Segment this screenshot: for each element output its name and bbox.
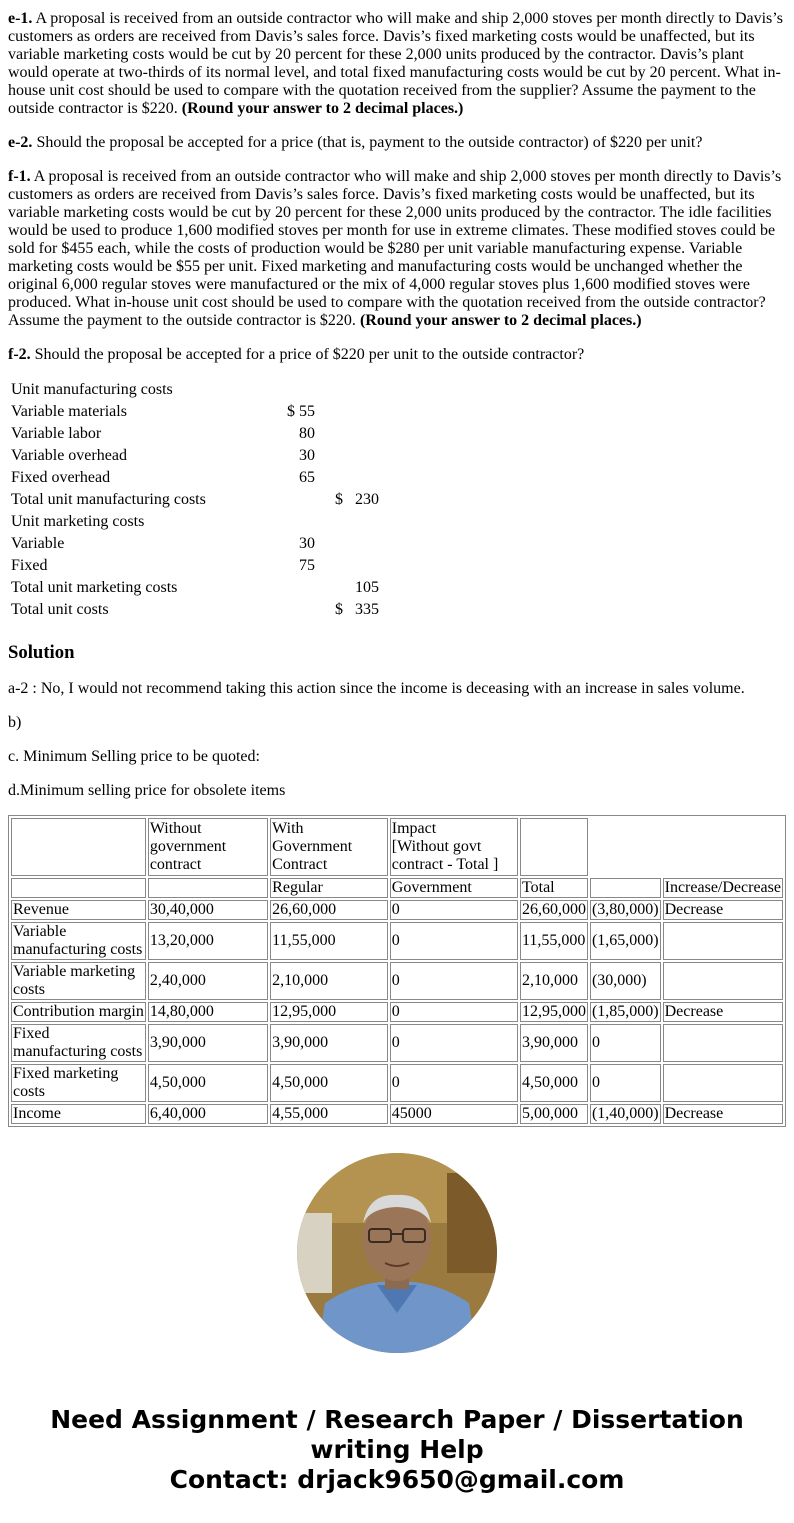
row-label: Variable manufacturing costs: [11, 922, 146, 960]
cell-value: [663, 1024, 783, 1062]
cell-value: 12,95,000: [270, 1002, 388, 1022]
cost-total: [318, 468, 380, 488]
row-label: Variable marketing costs: [11, 962, 146, 1000]
banner-line: writing Help: [310, 1435, 484, 1464]
subheader-cell: Government: [390, 878, 518, 898]
cost-total: [318, 446, 380, 466]
subheader-cell: Total: [520, 878, 588, 898]
header-cell: [520, 818, 588, 876]
header-cell: Impact [Without govt contract - Total ]: [390, 818, 518, 876]
cost-label: Variable labor: [11, 425, 102, 442]
comparison-table: [8, 815, 786, 1127]
cell-value: 0: [390, 1064, 518, 1102]
subheader-cell: [148, 878, 268, 898]
table-row: [11, 1104, 783, 1124]
question-f1: [8, 168, 786, 330]
cost-amount: 30: [299, 535, 315, 552]
cell-value: 3,90,000: [148, 1024, 268, 1062]
cell-value: 4,50,000: [520, 1064, 588, 1102]
solution-heading: Solution: [8, 642, 75, 663]
table-row: [11, 1024, 783, 1062]
cost-amount: [284, 600, 316, 620]
cost-amount: 30: [299, 447, 315, 464]
question-e1: [8, 10, 786, 118]
cell-value: [663, 922, 783, 960]
row-label: Revenue: [11, 900, 146, 920]
question-text: A proposal is received from an outside contractor who will make and ship 2,000 stoves per month directly to Davis’s customers as orders are received from Davis’s sales force. Davis’s fixed marketing costs would be unaffected, but its variable marketing costs would be cut by 20 percent for these 2,000 units produced by the contractor. The idle facilities would be used to produce 1,600 modified stoves per month for use in extreme climates. These modified stoves could be sold for $455 each, while the costs of production would be $280 per unit variable manufacturing expense. Variable marketing costs would be $55 per unit. Fixed marketing and manufacturing costs would be unchanged whether the original 6,000 regular stoves were manufactured or the mix of 4,000 regular stoves plus 1,600 modified stoves were produced. What in-house unit cost should be used to compare with the quotation received from the outside contractor? Assume the payment to the outside contractor is $220.: [8, 168, 782, 329]
cost-total: [318, 534, 380, 554]
cost-label: Variable overhead: [11, 447, 127, 464]
cost-amount: [284, 578, 316, 598]
cell-value: Decrease: [663, 900, 783, 920]
solution-line: c. Minimum Selling price to be quoted:: [8, 748, 260, 765]
cost-amount: 75: [299, 557, 315, 574]
cell-value: 4,50,000: [148, 1064, 268, 1102]
question-label: e-1.: [8, 10, 33, 27]
table-row: [11, 922, 783, 960]
question-emphasis: (Round your answer to 2 decimal places.): [181, 100, 464, 117]
cell-value: 4,55,000: [270, 1104, 388, 1124]
row-label: Fixed marketing costs: [11, 1064, 146, 1102]
row-label: Fixed manufacturing costs: [11, 1024, 146, 1062]
cell-value: (1,40,000): [591, 1105, 659, 1122]
cost-total: [318, 512, 380, 532]
cost-label: Total unit costs: [11, 601, 109, 618]
cost-label: Unit manufacturing costs: [11, 381, 173, 398]
cost-total: $ 230: [335, 491, 379, 508]
person-portrait-image: [297, 1153, 497, 1353]
cell-value: (1,85,000): [591, 1003, 659, 1020]
subheader-row: [11, 878, 783, 898]
row-label: Contribution margin: [13, 1003, 144, 1020]
header-cell: Without government contract: [148, 818, 268, 876]
cell-value: 3,90,000: [270, 1024, 388, 1062]
table-row: [11, 962, 783, 1000]
cost-row: [10, 446, 380, 466]
cell-value: 0: [390, 1024, 518, 1062]
cell-value: 6,40,000: [148, 1104, 268, 1124]
cost-row: [10, 468, 380, 488]
banner-contact: Contact: drjack9650@gmail.com: [169, 1465, 625, 1494]
cost-label: Total unit manufacturing costs: [11, 491, 206, 508]
cell-value: 30,40,000: [148, 900, 268, 920]
cost-row: [10, 402, 380, 422]
cell-value: 14,80,000: [148, 1002, 268, 1022]
table-row: [11, 1002, 783, 1022]
cell-value: (1,65,000): [590, 922, 661, 960]
cell-value: 4,50,000: [270, 1064, 388, 1102]
solution-body: [8, 680, 786, 800]
cell-value: 2,10,000: [520, 962, 588, 1000]
cell-value: (3,80,000): [591, 901, 659, 918]
cost-row: [10, 578, 380, 598]
cost-amount: 65: [299, 469, 315, 486]
question-label: f-1.: [8, 168, 31, 185]
cost-total: [318, 380, 380, 400]
cost-label: Fixed: [11, 557, 48, 574]
cell-value: 13,20,000: [148, 922, 268, 960]
cell-value: 5,00,000: [520, 1104, 588, 1124]
cost-total: $ 335: [335, 601, 379, 618]
unit-cost-table: [8, 378, 382, 622]
cost-label: Variable: [11, 535, 65, 552]
solution-line: a-2 : No, I would not recommend taking this action since the income is deceasing with an increase in sales volume.: [8, 680, 745, 697]
cost-row: [10, 380, 380, 400]
cell-value: 11,55,000: [270, 922, 388, 960]
cost-label: Variable materials: [11, 403, 127, 420]
cost-amount: [284, 380, 316, 400]
cost-row: [10, 600, 380, 620]
cell-value: 26,60,000: [521, 901, 586, 918]
row-label: Income: [11, 1104, 146, 1124]
header-cell: [11, 818, 146, 876]
cell-value: 2,40,000: [148, 962, 268, 1000]
promo-banner: [0, 1405, 794, 1495]
cell-value: (30,000): [590, 962, 661, 1000]
question-label: f-2.: [8, 346, 31, 363]
cell-value: 26,60,000: [270, 900, 388, 920]
cost-total: [318, 424, 380, 444]
cell-value: Decrease: [663, 1002, 783, 1022]
cost-amount: [284, 490, 316, 510]
cost-amount: 80: [299, 425, 315, 442]
cost-row: [10, 512, 380, 532]
question-f2: [8, 346, 786, 364]
cost-label: Fixed overhead: [11, 469, 111, 486]
cell-value: 12,95,000: [521, 1003, 586, 1020]
cost-label: Total unit marketing costs: [11, 579, 178, 596]
header-row: [11, 818, 783, 876]
subheader-cell: Increase/Decrease: [663, 878, 783, 898]
question-text: Should the proposal be accepted for a price of $220 per unit to the outside contractor?: [30, 346, 585, 363]
cost-row: [10, 490, 380, 510]
cell-value: Decrease: [663, 1104, 783, 1124]
cell-value: 0: [390, 900, 518, 920]
cost-amount: [284, 512, 316, 532]
cell-value: [663, 962, 783, 1000]
table-row: [11, 900, 783, 920]
subheader-cell: [590, 878, 661, 898]
cell-value: 0: [590, 1064, 661, 1102]
question-e2: [8, 134, 786, 152]
cost-row: [10, 556, 380, 576]
cell-value: 0: [390, 962, 518, 1000]
cost-total: 105: [355, 579, 379, 596]
cell-value: 45000: [390, 1104, 518, 1124]
cell-value: [663, 1064, 783, 1102]
cost-row: [10, 424, 380, 444]
subheader-cell: [11, 878, 146, 898]
author-photo: [297, 1153, 497, 1353]
solution-line: b): [8, 714, 22, 731]
cost-total: [318, 556, 380, 576]
question-emphasis: (Round your answer to 2 decimal places.): [359, 312, 642, 329]
cost-label: Unit marketing costs: [11, 513, 145, 530]
banner-line: Need Assignment / Research Paper / Dissertation: [50, 1405, 744, 1434]
page-content: [8, 10, 786, 1127]
cell-value: 2,10,000: [270, 962, 388, 1000]
cell-value: 11,55,000: [520, 922, 588, 960]
solution-line: d.Minimum selling price for obsolete items: [8, 782, 286, 799]
question-label: e-2.: [8, 134, 33, 151]
cell-value: 0: [590, 1024, 661, 1062]
subheader-cell: Regular: [270, 878, 388, 898]
table-row: [11, 1064, 783, 1102]
cell-value: 0: [390, 1002, 518, 1022]
header-cell: With Government Contract: [270, 818, 388, 876]
cost-total: [318, 402, 380, 422]
question-text: Should the proposal be accepted for a price (that is, payment to the outside contractor) of $220 per unit?: [32, 134, 703, 151]
cost-amount: $ 55: [287, 403, 315, 420]
cost-row: [10, 534, 380, 554]
cell-value: 0: [390, 922, 518, 960]
cell-value: 3,90,000: [520, 1024, 588, 1062]
question-text: A proposal is received from an outside contractor who will make and ship 2,000 stoves per month directly to Davis’s customers as orders are received from Davis’s sales force. Davis’s fixed marketing costs would be unaffected, but its variable marketing costs would be cut by 20 percent for these 2,000 units produced by the contractor. Davis’s plant would operate at two-thirds of its normal level, and total fixed manufacturing costs would be cut by 20 percent. What in-house unit cost should be used to compare with the quotation received from the supplier? Assume the payment to the outside contractor is $220.: [8, 10, 783, 117]
